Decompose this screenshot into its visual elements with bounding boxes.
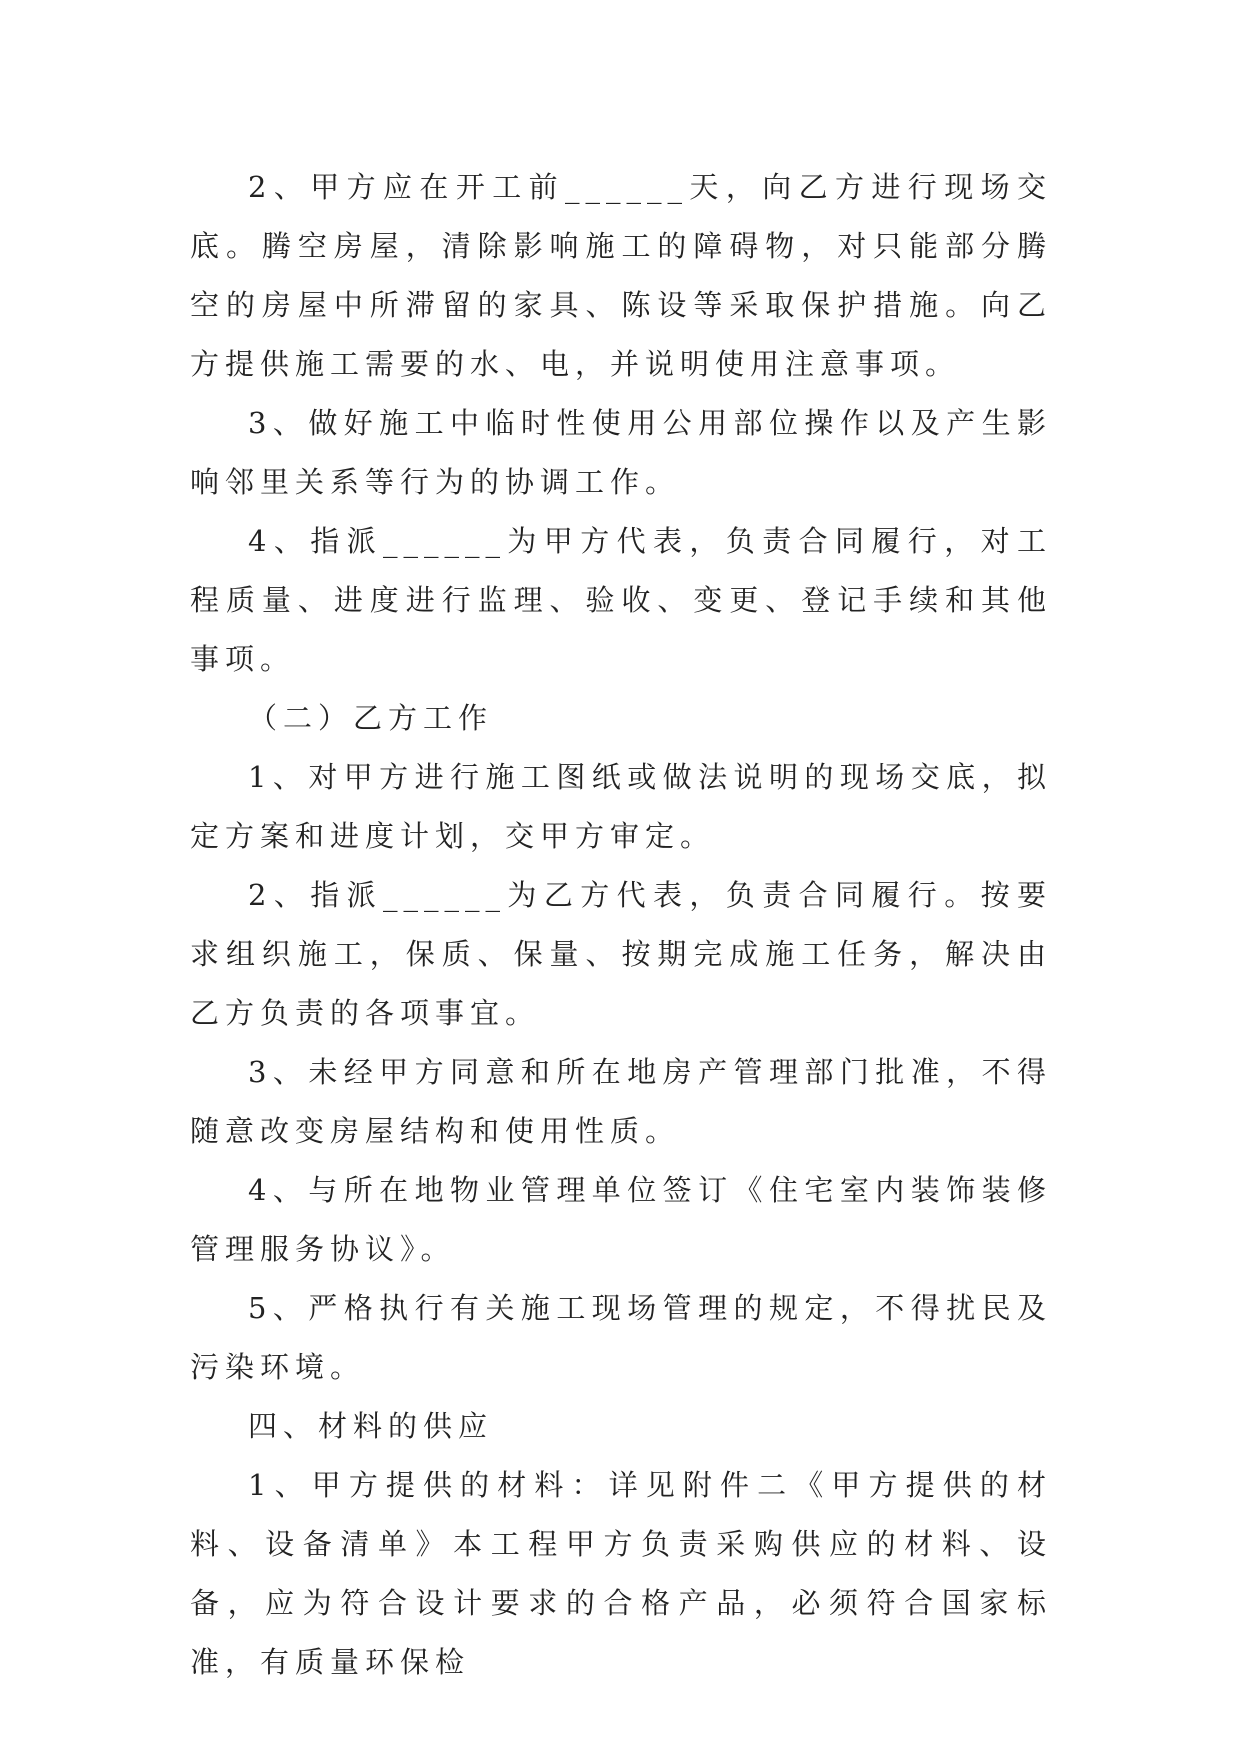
paragraph-party-b-structure: 3、未经甲方同意和所在地房产管理部门批准，不得随意改变房屋结构和使用性质。 <box>190 1055 1052 1148</box>
document-body <box>190 158 1052 1692</box>
paragraph-party-a-coordination: 3、做好施工中临时性使用公用部位操作以及产生影响邻里关系等行为的协调工作。 <box>190 406 1052 499</box>
paragraph-party-b-representative: 2、指派______为乙方代表，负责合同履行。按要求组织施工，保质、保量、按期完成施工任务，解决由乙方负责的各项事宜。 <box>190 878 1052 1030</box>
paragraph-party-a-representative: 4、指派______为甲方代表，负责合同履行，对工程质量、进度进行监理、验收、变更、登记手续和其他事项。 <box>190 524 1052 676</box>
section-heading-material-supply: 四、材料的供应 <box>248 1409 494 1443</box>
paragraph-party-a-materials: 1、甲方提供的材料：详见附件二《甲方提供的材料、设备清单》本工程甲方负责采购供应的材料、设备，应为符合设计要求的合格产品，必须符合国家标准，有质量环保检 <box>190 1468 1052 1679</box>
paragraph-party-a-site-handover: 2、甲方应在开工前______天，向乙方进行现场交底。腾空房屋，清除影响施工的障碍物，对只能部分腾空的房屋中所滞留的家具、陈设等采取保护措施。向乙方提供施工需要的水、电，并说明使用注意事项。 <box>190 170 1052 381</box>
paragraph-party-b-site-rules: 5、严格执行有关施工现场管理的规定，不得扰民及污染环境。 <box>190 1291 1052 1384</box>
section-heading-party-b-work: （二）乙方工作 <box>248 701 494 735</box>
paragraph-party-b-property-agreement: 4、与所在地物业管理单位签订《住宅室内装饰装修管理服务协议》。 <box>190 1173 1052 1266</box>
paragraph-party-b-drawings: 1、对甲方进行施工图纸或做法说明的现场交底，拟定方案和进度计划，交甲方审定。 <box>190 760 1052 853</box>
